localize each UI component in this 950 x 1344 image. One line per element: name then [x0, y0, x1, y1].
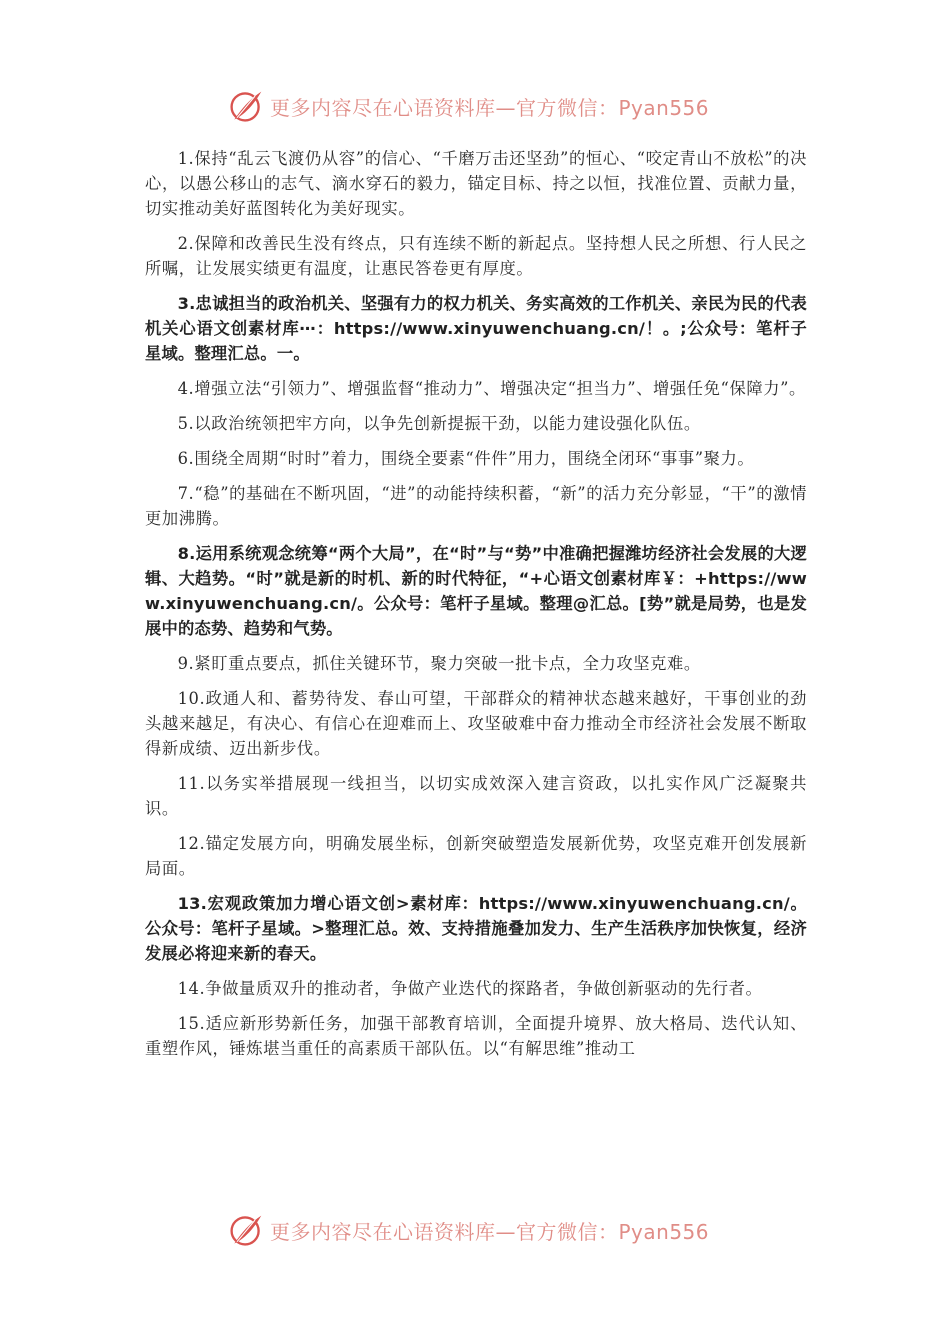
footer-banner	[228, 1210, 709, 1250]
quill-pen-logo-icon	[228, 1212, 264, 1248]
header-banner	[228, 86, 709, 126]
quill-pen-logo-icon	[228, 88, 264, 124]
paragraph-9: 9.紧盯重点要点，抓住关键环节，聚力突破一批卡点，全力攻坚克难。	[177, 654, 701, 673]
paragraph-13: 13.宏观政策加力增心语文创>素材库：https://www.xinyuwenchuang.cn/。公众号：笔杆子星域。>整理汇总。效、支持措施叠加发力、生产生活秩序加快恢复，经济发展必将迎来新的春天。	[145, 894, 807, 963]
header-banner-text: 更多内容尽在心语资料库—官方微信：Pyan556	[270, 95, 710, 120]
paragraph-1: 1.保持“乱云飞渡仍从容”的信心、“千磨万击还坚劲”的恒心、“咬定青山不放松”的决心，以愚公移山的志气、滴水穿石的毅力，锚定目标、持之以恒，找准位置、贡献力量，切实推动美好蓝图转化为美好现实。	[145, 149, 807, 218]
paragraph-8: 8.运用系统观念统筹“两个大局”，在“时”与“势”中准确把握潍坊经济社会发展的大逻辑、大趋势。“时”就是新的时机、新的时代特征，“+心语文创素材库￥：+https://www.xinyuwenchuang.cn/。公众号：笔杆子星域。整理@汇总。[势”就是局势，也是发展中的态势、趋势和气势。	[145, 544, 807, 638]
paragraph-7: 7.“稳”的基础在不断巩固，“进”的动能持续积蓄，“新”的活力充分彰显，“干”的激情更加沸腾。	[145, 484, 807, 528]
paragraph-3: 3.忠诚担当的政治机关、坚强有力的权力机关、务实高效的工作机关、亲民为民的代表机关心语文创素材库⋯：https://www.xinyuwenchuang.cn/！。;公众号：笔杆子星域。整理汇总。一。	[145, 294, 807, 363]
document-body	[145, 146, 807, 1071]
footer-banner-text: 更多内容尽在心语资料库—官方微信：Pyan556	[270, 1219, 710, 1244]
paragraph-4: 4.增强立法“引领力”、增强监督“推动力”、增强决定“担当力”、增强任免“保障力”。	[177, 379, 806, 398]
paragraph-2: 2.保障和改善民生没有终点，只有连续不断的新起点。坚持想人民之所想、行人民之所嘱，让发展实绩更有温度，让惠民答卷更有厚度。	[145, 234, 807, 278]
paragraph-10: 10.政通人和、蓄势待发、春山可望，干部群众的精神状态越来越好，干事创业的劲头越来越足，有决心、有信心在迎难而上、攻坚破难中奋力推动全市经济社会发展不断取得新成绩、迈出新步伐。	[145, 689, 807, 758]
paragraph-11: 11.以务实举措展现一线担当，以切实成效深入建言资政，以扎实作风广泛凝聚共识。	[145, 774, 807, 818]
paragraph-15: 15.适应新形势新任务，加强干部教育培训，全面提升境界、放大格局、迭代认知、重塑作风，锤炼堪当重任的高素质干部队伍。以“有解思维”推动工	[145, 1014, 807, 1058]
paragraph-12: 12.锚定发展方向，明确发展坐标，创新突破塑造发展新优势，攻坚克难开创发展新局面。	[145, 834, 807, 878]
paragraph-5: 5.以政治统领把牢方向，以争先创新提振干劲，以能力建设强化队伍。	[177, 414, 701, 433]
paragraph-6: 6.围绕全周期“时时”着力，围绕全要素“件件”用力，围绕全闭环“事事”聚力。	[177, 449, 755, 468]
paragraph-14: 14.争做量质双升的推动者，争做产业迭代的探路者，争做创新驱动的先行者。	[177, 979, 763, 998]
